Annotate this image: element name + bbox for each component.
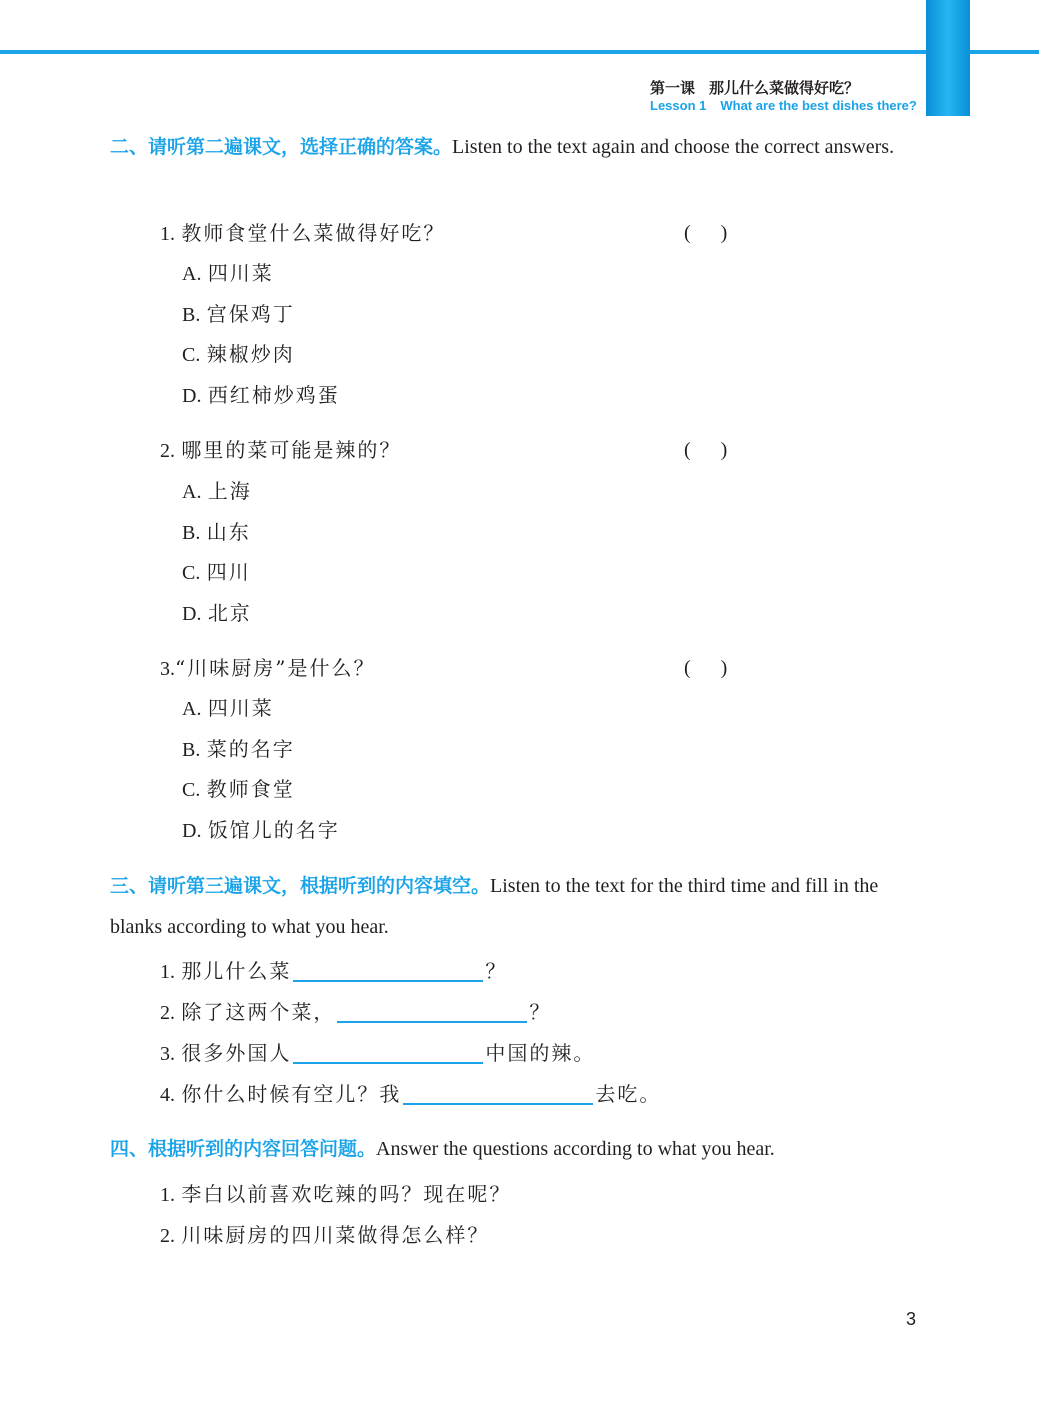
- lesson-title-cn: 那儿什么菜做得好吃？: [709, 79, 860, 97]
- chapter-tab: [926, 0, 970, 116]
- fill-blank-3[interactable]: [293, 1044, 483, 1064]
- section-3-heading-en: Listen to the text for the third time and fill in the blanks according to what you hear.: [110, 875, 879, 938]
- s2-q1-option-c: C. 辣椒炒肉: [182, 342, 295, 366]
- fill-blank-2[interactable]: [337, 1003, 527, 1023]
- s2-q3-option-c: C. 教师食堂: [182, 777, 295, 801]
- lesson-number-cn: 第一课: [650, 79, 696, 97]
- s2-question-1: 1. 教师食堂什么菜做得好吃？: [160, 221, 446, 245]
- s3-item-4: 4. 你什么时候有空儿？我 去吃。: [160, 1082, 662, 1106]
- section-2-heading-cn: 二、请听第二遍课文，选择正确的答案。: [110, 136, 453, 158]
- s2-answer-box-3[interactable]: ( ): [684, 657, 728, 679]
- section-3-heading-cn: 三、请听第三遍课文，根据听到的内容填空。: [110, 875, 491, 897]
- s2-q3-option-d: D. 饭馆儿的名字: [182, 818, 340, 842]
- s3-item-3: 3. 很多外国人 中国的辣。: [160, 1041, 596, 1065]
- s3-item-1: 1. 那儿什么菜 ？: [160, 959, 508, 983]
- s4-question-2: 2. 川味厨房的四川菜做得怎么样？: [160, 1223, 490, 1247]
- section-2-heading: [110, 126, 930, 167]
- section-3-heading: [110, 865, 930, 947]
- lesson-title-en: What are the best dishes there?: [720, 98, 917, 113]
- s2-q1-option-d: D. 西红柿炒鸡蛋: [182, 383, 340, 407]
- s2-q3-option-b: B. 菜的名字: [182, 737, 295, 761]
- section-2-heading-en: Listen to the text again and choose the correct answers.: [452, 136, 895, 158]
- section-4-heading-en: Answer the questions according to what you hear.: [376, 1138, 775, 1160]
- header-rule: [0, 50, 1039, 54]
- running-header-cn: [650, 77, 859, 98]
- section-4-heading: [110, 1128, 930, 1169]
- page-number: 3: [906, 1309, 917, 1329]
- s2-q2-option-d: D. 北京: [182, 601, 252, 625]
- s2-q2-option-a: A. 上海: [182, 479, 252, 503]
- lesson-number-en: Lesson 1: [650, 98, 707, 113]
- s2-q2-option-c: C. 四川: [182, 560, 251, 584]
- s2-q2-option-b: B. 山东: [182, 520, 251, 544]
- s2-answer-box-2[interactable]: ( ): [684, 439, 728, 461]
- s2-q1-option-b: B. 宫保鸡丁: [182, 302, 295, 326]
- fill-blank-4[interactable]: [403, 1085, 593, 1105]
- s2-answer-box-1[interactable]: ( ): [684, 222, 728, 244]
- s2-question-2: 2. 哪里的菜可能是辣的？: [160, 438, 402, 462]
- fill-blank-1[interactable]: [293, 962, 483, 982]
- running-header-en: [650, 98, 917, 113]
- s3-item-2: 2. 除了这两个菜， ？: [160, 1000, 552, 1024]
- s2-q3-option-a: A. 四川菜: [182, 696, 274, 720]
- s4-question-1: 1. 李白以前喜欢吃辣的吗？现在呢？: [160, 1182, 512, 1206]
- s2-question-3: 3.“川味厨房”是什么？: [160, 656, 376, 680]
- section-4-heading-cn: 四、根据听到的内容回答问题。: [110, 1138, 377, 1160]
- s2-q1-option-a: A. 四川菜: [182, 261, 274, 285]
